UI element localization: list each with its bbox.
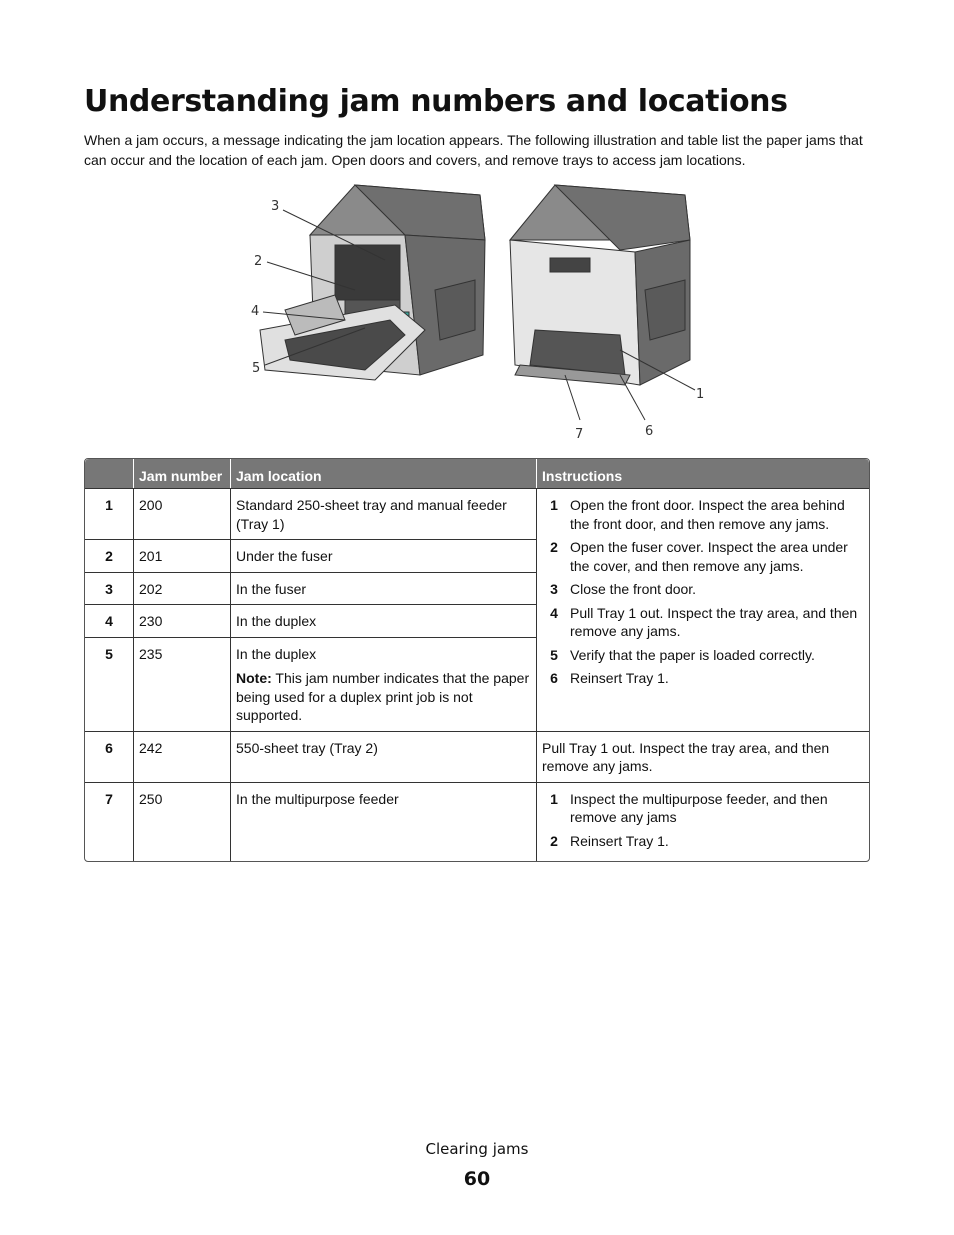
callout-6: 6	[645, 424, 654, 439]
row-index: 6	[85, 731, 133, 782]
row-index: 3	[85, 572, 133, 605]
callout-4: 4	[251, 304, 260, 319]
instruction-step: 6 Reinsert Tray 1.	[550, 670, 669, 686]
jam-number: 201	[133, 539, 230, 572]
instruction-steps	[542, 790, 864, 851]
row-index: 2	[85, 539, 133, 572]
callout-5: 5	[252, 361, 261, 376]
jam-number: 242	[133, 731, 230, 782]
jam-location: 550-sheet tray (Tray 2)	[230, 731, 536, 782]
instruction-step: 2 Open the fuser cover. Inspect the area under the cover, and then remove any jams.	[550, 539, 848, 574]
header-jam-number: Jam number	[133, 459, 230, 488]
instruction-step: 5 Verify that the paper is loaded correctly.	[550, 646, 815, 663]
row-index: 1	[85, 488, 133, 539]
instruction-text: Pull Tray 1 out. Inspect the tray area, and then remove any jams.	[536, 731, 869, 782]
note	[236, 669, 531, 725]
jam-location: In the fuser	[230, 572, 536, 605]
footer-section-name: Clearing jams	[425, 1140, 529, 1158]
header-jam-location: Jam location	[230, 459, 536, 488]
header-index	[85, 459, 133, 488]
instruction-step: 1 Open the front door. Inspect the area behind the front door, and then remove any jams.	[550, 497, 845, 532]
header-instructions: Instructions	[536, 459, 869, 488]
instruction-step: 3 Close the front door.	[550, 581, 697, 597]
table-row	[85, 731, 869, 782]
callout-7: 7	[575, 427, 584, 442]
instruction-step: 4 Pull Tray 1 out. Inspect the tray area, and then remove any jams.	[550, 604, 858, 639]
instructions-cell	[536, 488, 869, 731]
instructions-cell	[536, 782, 869, 862]
jam-location: In the multipurpose feeder	[230, 782, 536, 862]
jam-location-cell	[230, 637, 536, 731]
jam-location: Under the fuser	[230, 539, 536, 572]
jam-table	[84, 458, 870, 862]
instruction-step: 2 Reinsert Tray 1.	[550, 832, 669, 849]
note-label: Note:	[236, 670, 272, 686]
callout-1: 1	[696, 387, 705, 402]
row-index: 5	[85, 637, 133, 731]
table-row	[85, 488, 869, 539]
row-index: 7	[85, 782, 133, 862]
note-text: This jam number indicates that the paper being used for a duplex print job is not supported.	[236, 670, 530, 723]
intro-paragraph: When a jam occurs, a message indicating the jam location appears. The following illustration and table list the paper jams that can occur and the location of each jam. Open doors and covers, and remove trays to access jam locations.	[84, 132, 863, 168]
printer-illustration	[245, 180, 715, 445]
page-number: 60	[463, 1168, 491, 1190]
jam-location: In the duplex	[230, 604, 536, 637]
jam-number: 200	[133, 488, 230, 539]
instruction-steps	[542, 496, 864, 688]
jam-number: 230	[133, 604, 230, 637]
page-title: Understanding jam numbers and locations	[84, 84, 788, 119]
callout-2: 2	[254, 254, 263, 269]
table-row	[85, 782, 869, 862]
jam-number: 235	[133, 637, 230, 731]
jam-number: 202	[133, 572, 230, 605]
jam-location: Standard 250-sheet tray and manual feeder (Tray 1)	[230, 488, 536, 539]
callout-3: 3	[271, 199, 280, 214]
instruction-step: 1 Inspect the multipurpose feeder, and then remove any jams	[550, 790, 828, 825]
jam-number: 250	[133, 782, 230, 862]
row-index: 4	[85, 604, 133, 637]
jam-location: In the duplex	[236, 645, 317, 662]
table-header-row	[85, 459, 869, 488]
